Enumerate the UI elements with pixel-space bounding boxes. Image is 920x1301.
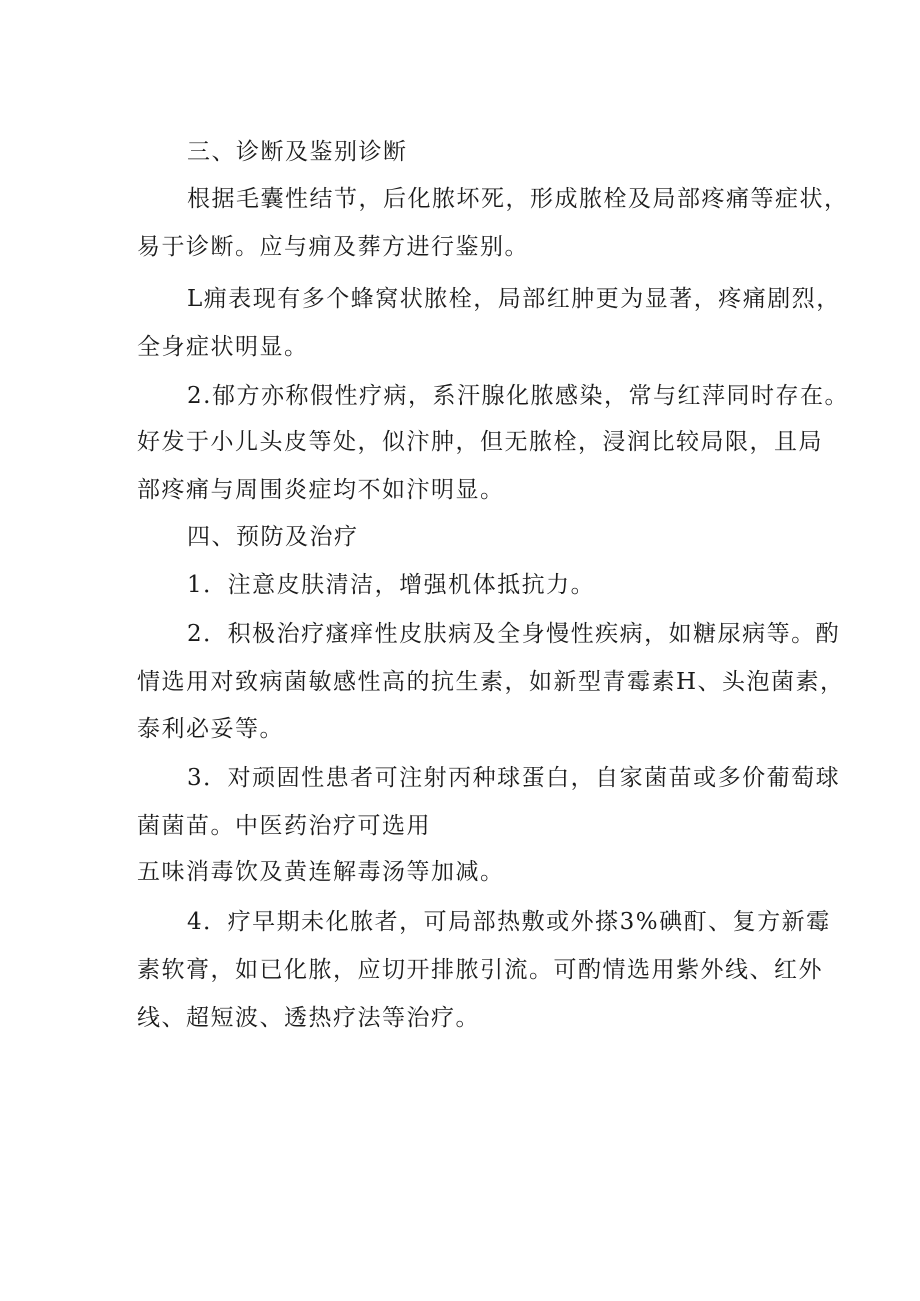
paragraph-line: 3．对顽固性患者可注射丙种球蛋白，自家菌苗或多价葡萄球 <box>187 765 841 791</box>
paragraph-line: 线、超短波、透热疗法等治疗。 <box>137 1005 480 1031</box>
paragraph-line: 素软膏，如已化脓，应切开排脓引流。可酌情选用紫外线、红外 <box>137 957 823 983</box>
paragraph-line: 4．疗早期未化脓者，可局部热敷或外搽3%碘酊、复方新霉 <box>187 909 831 935</box>
paragraph-line: 菌菌苗。中医药治疗可选用 <box>137 813 431 839</box>
paragraph-line: L痈表现有多个蜂窝状脓栓，局部红肿更为显著，疼痛剧烈， <box>187 286 841 312</box>
paragraph-line: 泰利必妥等。 <box>137 716 284 742</box>
paragraph-line: 全身症状明显。 <box>137 334 309 360</box>
paragraph-line: 1．注意皮肤清洁，增强机体抵抗力。 <box>187 572 596 598</box>
paragraph-line: 情选用对致病菌敏感性高的抗生素，如新型青霉素H、头泡菌素， <box>137 669 845 695</box>
paragraph-line: 五味消毒饮及黄连解毒汤等加减。 <box>137 859 505 885</box>
paragraph-line: 2.郁方亦称假性疗病，系汗腺化脓感染，常与红萍同时存在。 <box>187 383 849 409</box>
paragraph-line: 部疼痛与周围炎症均不如汴明显。 <box>137 477 505 503</box>
section-heading-prevention: 四、预防及治疗 <box>187 524 359 550</box>
paragraph-line: 根据毛囊性结节，后化脓坏死，形成脓栓及局部疼痛等症状， <box>187 186 849 212</box>
paragraph-line: 好发于小儿头皮等处，似汴肿，但无脓栓，浸润比较局限，且局 <box>137 429 823 455</box>
section-heading-diagnosis: 三、诊断及鉴别诊断 <box>187 139 408 165</box>
paragraph-line: 易于诊断。应与痈及葬方进行鉴别。 <box>137 234 529 260</box>
paragraph-line: 2．积极治疗瘙痒性皮肤病及全身慢性疾病，如糖尿病等。酌 <box>187 621 841 647</box>
